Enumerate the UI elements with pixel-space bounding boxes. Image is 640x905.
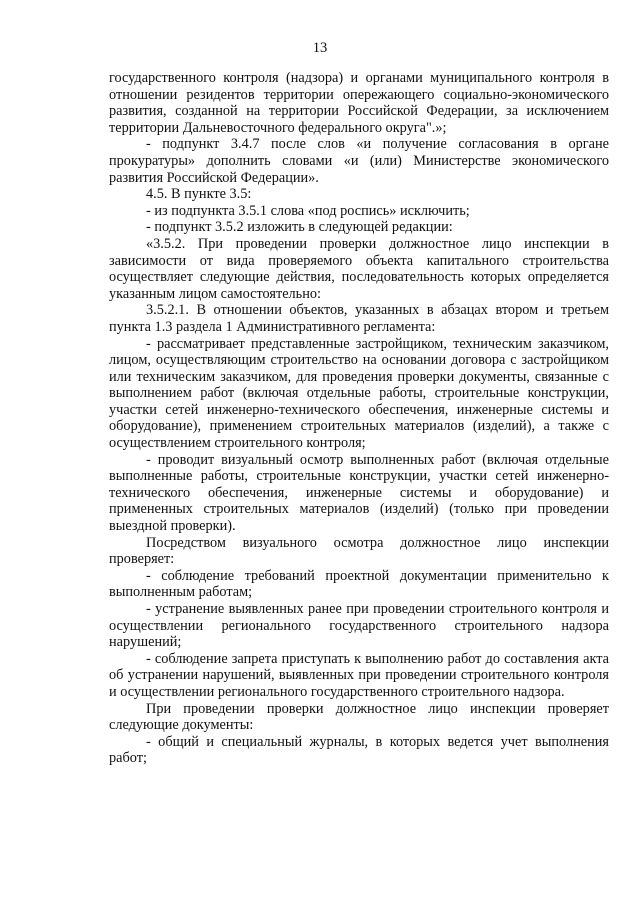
paragraph: - соблюдение требований проектной документации применительно к выполненным работам;	[109, 567, 609, 601]
paragraph: - из подпункта 3.5.1 слова «под роспись» исключить;	[146, 202, 470, 219]
paragraph: 4.5. В пункте 3.5:	[146, 186, 252, 203]
paragraph: - рассматривает представленные застройщиком, техническим заказчиком, лицом, осуществляющим строительство на основании договора с застройщиком или техническим заказчиком, для проведения проверки документы, связанные с выполнением работ (включая отдельные работы, строительные конструкции, участки сетей инженерно-технического обеспечения, инженерные системы и оборудование), применением строительных материалов (изделий), а также с осуществлением строительного контроля;	[109, 335, 609, 452]
paragraph: При проведении проверки должностное лицо инспекции проверяет следующие документы:	[109, 700, 609, 734]
paragraph: - устранение выявленных ранее при проведении строительного контроля и осуществлении регионального государственного строительного надзора нарушений;	[109, 601, 609, 651]
paragraph: 3.5.2.1. В отношении объектов, указанных в абзацах втором и третьем пункта 1.3 раздела 1 Административного регламента:	[109, 302, 609, 335]
paragraph: Посредством визуального осмотра должностное лицо инспекции проверяет:	[109, 534, 609, 568]
paragraph: - проводит визуальный осмотр выполненных работ (включая отдельные выполненные работы, строительные конструкции, участки сетей инженерно-технического обеспечения, инженерные системы и оборудование) и примененных строительных материалов (изделий) (только при проведении выездной проверки).	[109, 451, 609, 535]
paragraph: «3.5.2. При проведении проверки должностное лицо инспекции в зависимости от вида проверяемого объекта капитального строительства осуществляет следующие действия, последовательность которых определяется указанным лицом самостоятельно:	[109, 235, 609, 302]
paragraph: - общий и специальный журналы, в которых ведется учет выполнения работ;	[109, 733, 609, 767]
paragraph: - соблюдение запрета приступать к выполнению работ до составления акта об устранении нарушений, выявленных при проведении строительного контроля и осуществлении регионального государственного строительного надзора.	[109, 650, 609, 700]
page-number: 13	[312, 40, 328, 56]
paragraph: - подпункт 3.4.7 после слов «и получение согласования в органе прокуратуры» дополнить словами «и (или) Министерстве экономического развития Российской Федерации».	[109, 136, 609, 186]
paragraph-continuation: государственного контроля (надзора) и органами муниципального контроля в отношении резидентов территории опережающего социально-экономического развития, созданной на территории Российской Федерации, за исключением территории Дальневосточного федерального округа".»;	[109, 70, 609, 136]
paragraph: - подпункт 3.5.2 изложить в следующей редакции:	[146, 219, 453, 236]
document-body	[109, 70, 609, 767]
